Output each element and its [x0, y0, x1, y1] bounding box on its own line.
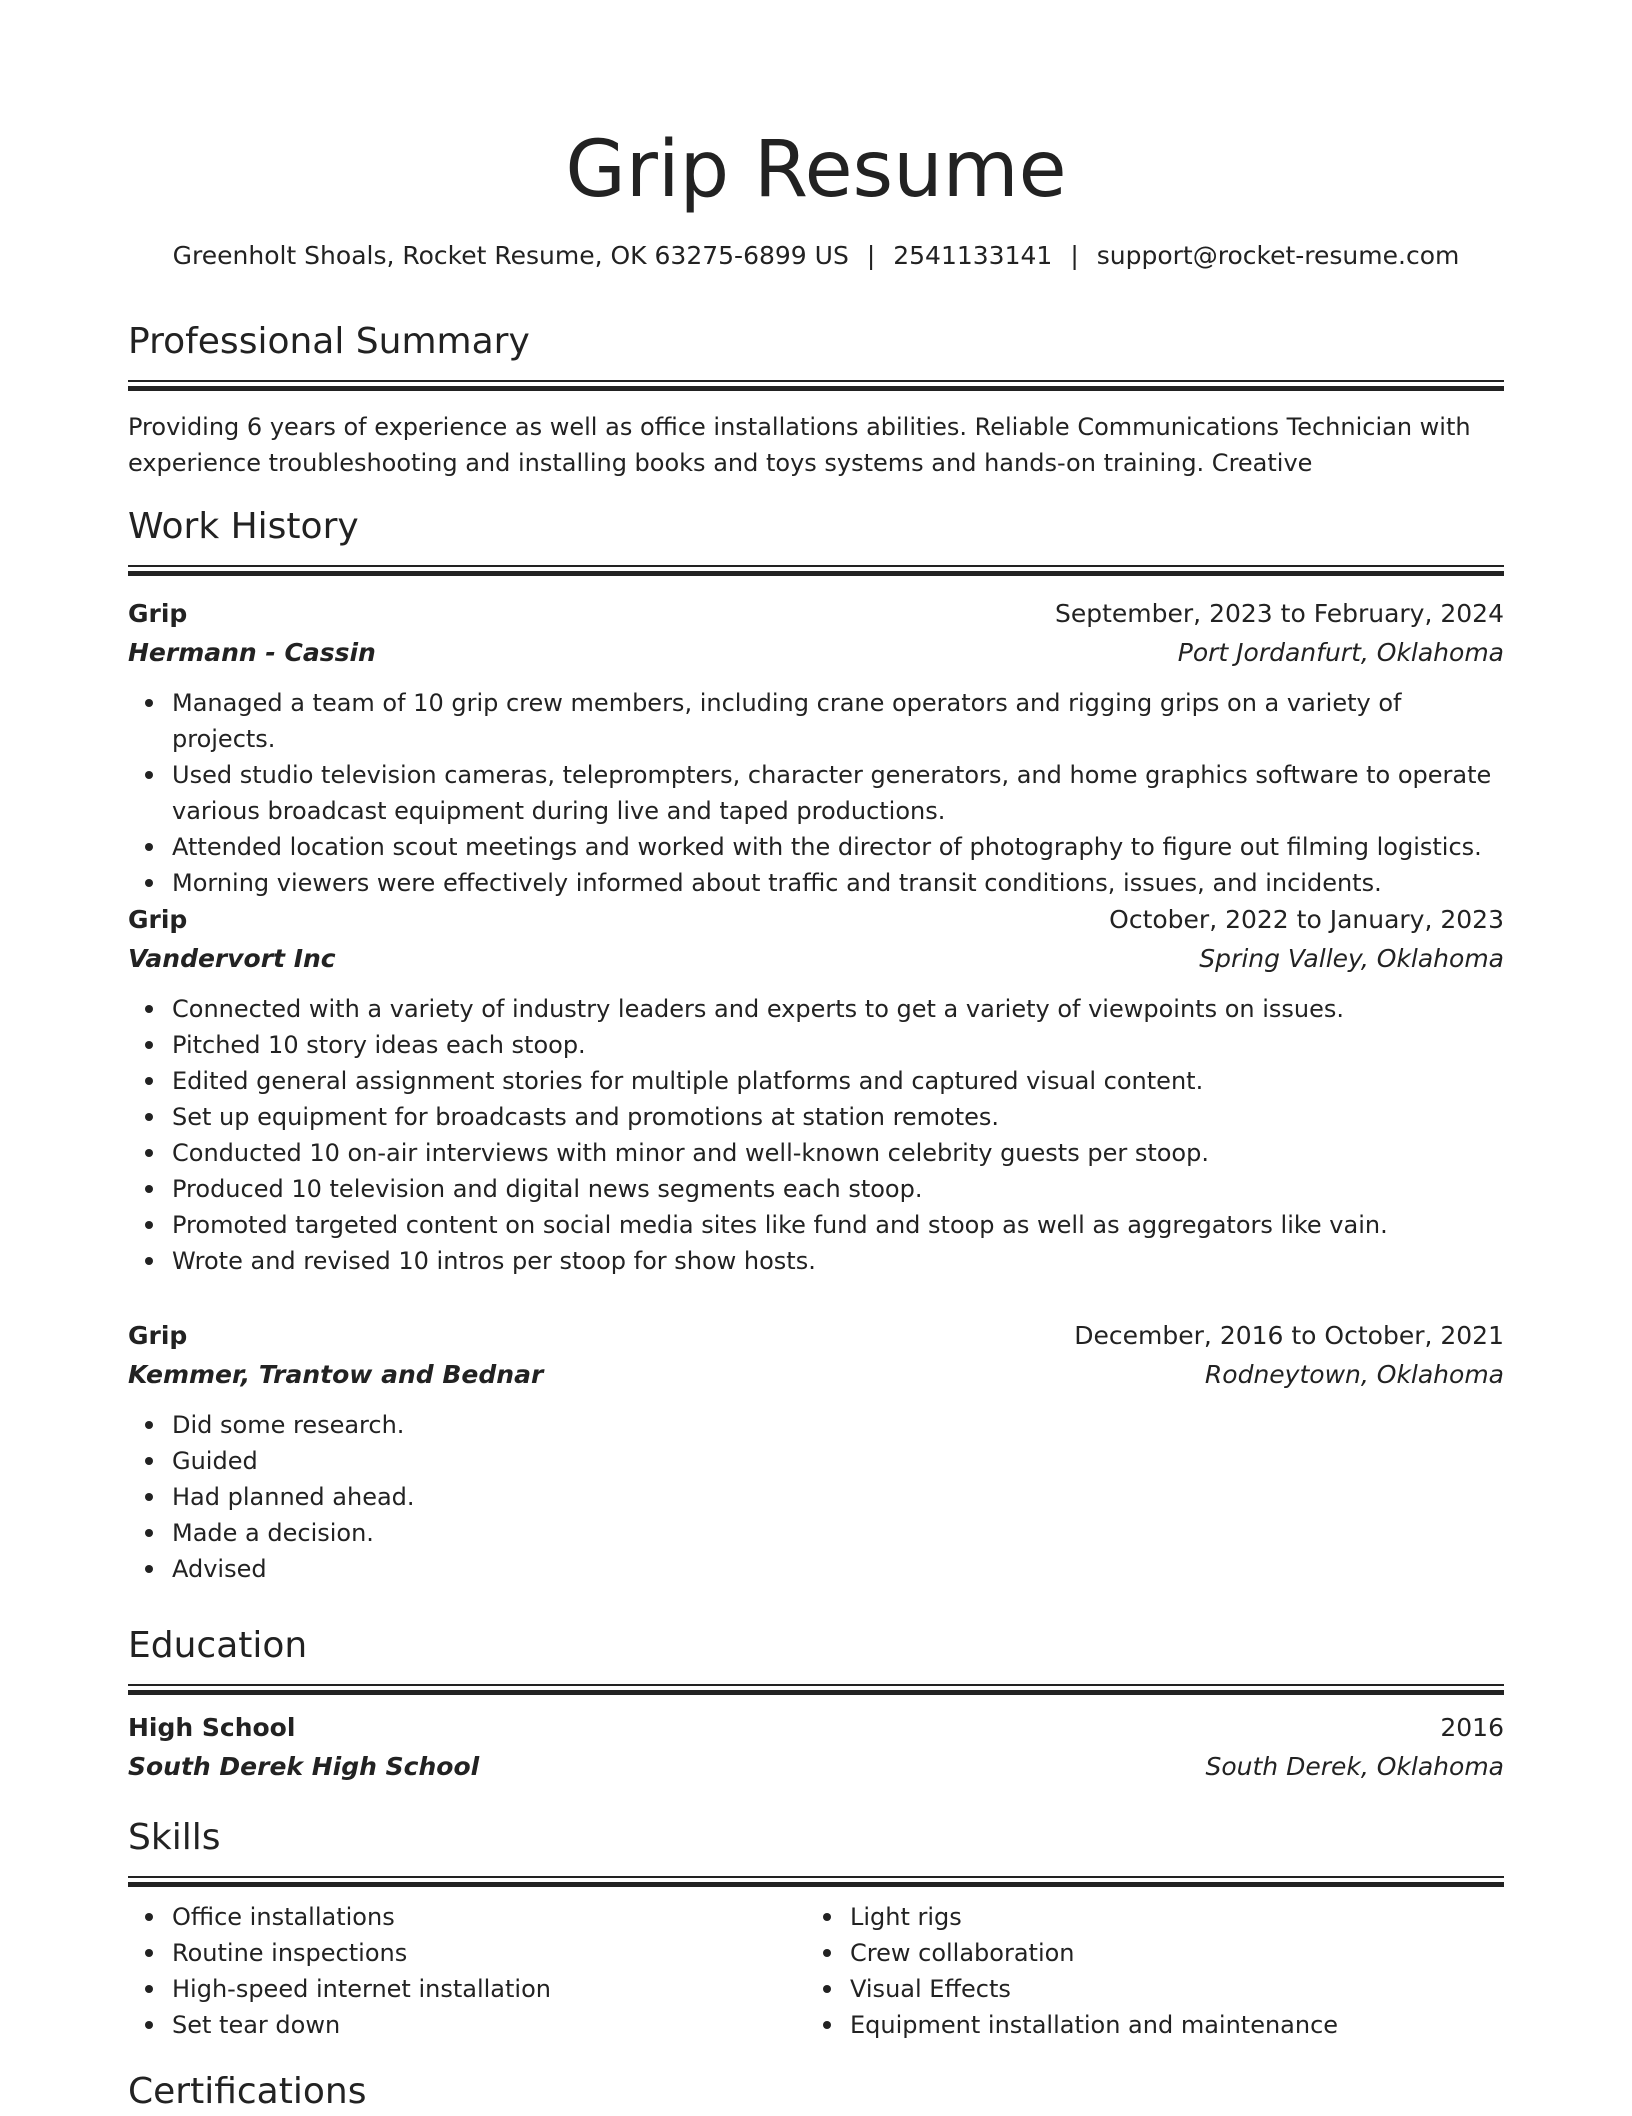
list-item: Visual Effects [850, 1971, 1484, 2007]
list-item: Conducted 10 on-air interviews with minor and well-known celebrity guests per stoop. [172, 1135, 1504, 1171]
list-item: Guided [172, 1443, 1504, 1479]
contact-line [128, 238, 1504, 274]
job-duties [128, 685, 1504, 901]
job-title: Grip [128, 599, 188, 628]
list-item: Wrote and revised 10 intros per stoop for show hosts. [172, 1243, 1504, 1279]
job-location: Spring Valley, Oklahoma [1199, 944, 1504, 973]
job-entry [128, 596, 1504, 901]
list-item: Produced 10 television and digital news segments each stoop. [172, 1171, 1504, 1207]
section-divider [128, 565, 1504, 576]
job-dates: September, 2023 to February, 2024 [1055, 599, 1504, 628]
list-item: Had planned ahead. [172, 1479, 1504, 1515]
list-item: Advised [172, 1551, 1504, 1587]
list-item: Promoted targeted content on social media sites like fund and stoop as well as aggregators like vain. [172, 1207, 1504, 1243]
education-entry [128, 1710, 1504, 1785]
degree: High School [128, 1713, 296, 1742]
skills-section [128, 1814, 1504, 2043]
resume-title: Grip Resume [565, 125, 1067, 215]
job-dates: December, 2016 to October, 2021 [1074, 1321, 1504, 1350]
list-item: Office installations [172, 1899, 806, 1935]
job-title: Grip [128, 1321, 188, 1350]
list-item: Made a decision. [172, 1515, 1504, 1551]
list-item: Attended location scout meetings and worked with the director of photography to figure out filming logistics. [172, 829, 1504, 865]
section-heading: Work History [128, 506, 359, 547]
list-item: Morning viewers were effectively informed about traffic and transit conditions, issues, and incidents. [172, 865, 1504, 901]
job-dates: October, 2022 to January, 2023 [1109, 905, 1504, 934]
graduation-year: 2016 [1440, 1713, 1504, 1742]
separator: | [866, 241, 876, 270]
skills-column-left [128, 1899, 806, 2043]
address: Greenholt Shoals, Rocket Resume, OK 63275-6899 US [172, 241, 849, 270]
job-title: Grip [128, 905, 188, 934]
section-divider [128, 1684, 1504, 1695]
section-heading: Skills [128, 1817, 221, 1858]
list-item: Light rigs [850, 1899, 1484, 1935]
email: support@rocket-resume.com [1096, 241, 1460, 270]
work-history-section [128, 503, 1504, 576]
job-entry [128, 1318, 1504, 1587]
section-divider [128, 380, 1504, 391]
company-name: Vandervort Inc [128, 944, 336, 973]
list-item: Crew collaboration [850, 1935, 1484, 1971]
list-item: Edited general assignment stories for multiple platforms and captured visual content. [172, 1063, 1504, 1099]
list-item: Set tear down [172, 2007, 806, 2043]
school-location: South Derek, Oklahoma [1205, 1752, 1504, 1781]
education-section [128, 1622, 1504, 1695]
job-location: Port Jordanfurt, Oklahoma [1177, 638, 1504, 667]
list-item: Managed a team of 10 grip crew members, including crane operators and rigging grips on a variety of projects. [172, 685, 1504, 757]
job-duties [128, 991, 1504, 1279]
list-item: Pitched 10 story ideas each stoop. [172, 1027, 1504, 1063]
certifications-section [128, 2068, 1504, 2116]
section-heading: Education [128, 1625, 308, 1666]
company-name: Kemmer, Trantow and Bednar [128, 1360, 544, 1389]
job-location: Rodneytown, Oklahoma [1204, 1360, 1504, 1389]
school-name: South Derek High School [128, 1752, 480, 1781]
summary-text: Providing 6 years of experience as well as office installations abilities. Reliable Communications Technician with experience troubleshooting and installing books and toys systems and hands-on training. Creative [128, 413, 1471, 477]
list-item: Connected with a variety of industry leaders and experts to get a variety of viewpoints on issues. [172, 991, 1504, 1027]
list-item: Did some research. [172, 1407, 1504, 1443]
list-item: High-speed internet installation [172, 1971, 806, 2007]
section-divider [128, 1876, 1504, 1887]
list-item: Set up equipment for broadcasts and promotions at station remotes. [172, 1099, 1504, 1135]
list-item: Equipment installation and maintenance [850, 2007, 1484, 2043]
list-item: Routine inspections [172, 1935, 806, 1971]
job-entry [128, 902, 1504, 1279]
phone: 2541133141 [893, 241, 1053, 270]
company-name: Hermann - Cassin [128, 638, 376, 667]
summary-section [128, 318, 1504, 481]
job-duties [128, 1407, 1504, 1587]
skills-column-right [806, 1899, 1484, 2043]
separator: | [1070, 241, 1079, 270]
section-heading: Certifications [128, 2071, 367, 2112]
list-item: Used studio television cameras, teleprompters, character generators, and home graphics software to operate various broadcast equipment during live and taped productions. [172, 757, 1504, 829]
section-heading: Professional Summary [128, 321, 530, 362]
skills-list [128, 1899, 1504, 2043]
